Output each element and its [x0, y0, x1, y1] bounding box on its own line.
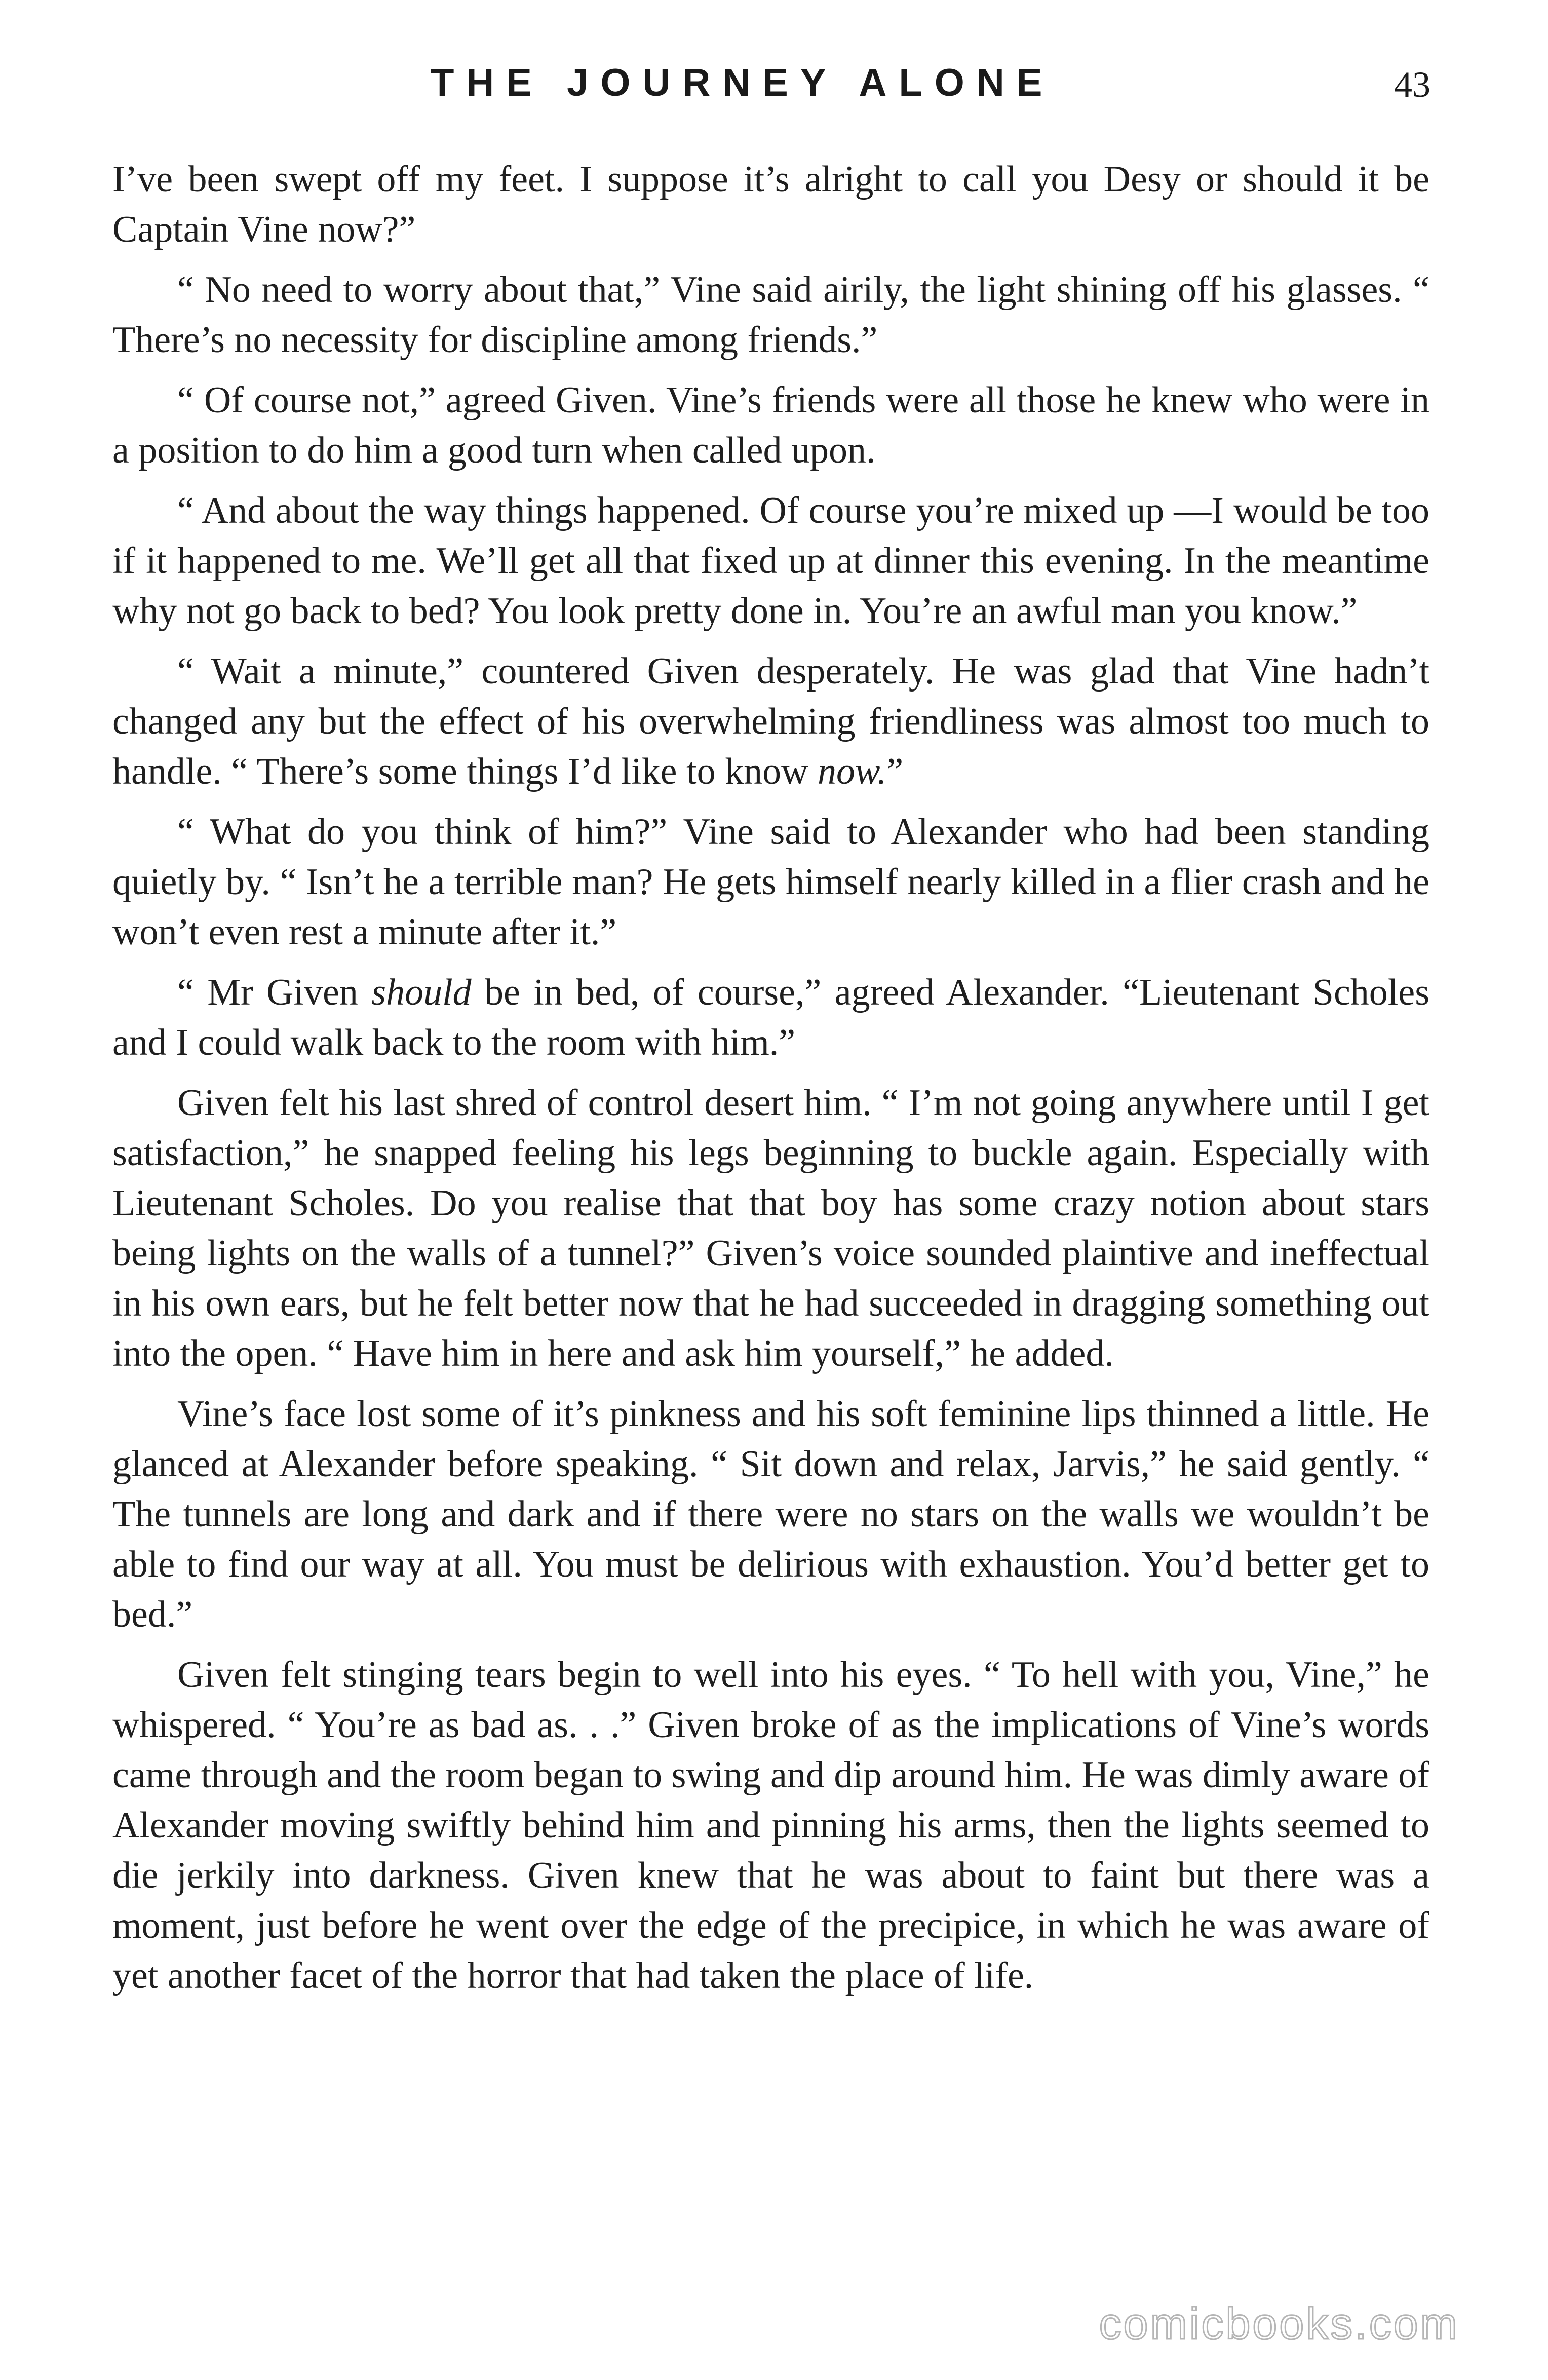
body-paragraph	[112, 155, 1429, 255]
text-run: “ No need to worry about that,” Vine said airily, the light shining off his glasses. “ There’s no necessity for discipline among friends.”	[112, 269, 1429, 361]
italic-emphasis: now.	[818, 751, 887, 792]
running-head	[0, 61, 1548, 122]
text-run: “ Wait a minute,” countered Given desperately. He was glad that Vine hadn’t changed any but the effect of his overwhelming friendliness was almost too much to handle. “ There’s some things I’d like to know	[112, 650, 1429, 792]
body-text	[112, 155, 1429, 2011]
text-run: ”	[886, 751, 904, 792]
text-run: Given felt stinging tears begin to well into his eyes. “ To hell with you, Vine,” he whispered. “ You’re as bad as. . .” Given broke of as the implications of Vine’s words came through and the room began to swing and dip around him. He was dimly aware of Alexander moving swiftly behind him and pinning his arms, then the lights seemed to die jerkily into darkness. Given knew that he was about to faint but there was a moment, just before he went over the edge of the precipice, in which he was aware of yet another facet of the horror that had taken the place of life.	[112, 1654, 1429, 1997]
body-paragraph	[112, 265, 1429, 365]
text-run: I’ve been swept off my feet. I suppose it’s alright to call you Desy or should it be Captain Vine now?”	[112, 159, 1429, 250]
text-run: Vine’s face lost some of it’s pinkness and his soft feminine lips thinned a little. He glanced at Alexander before speaking. “ Sit down and relax, Jarvis,” he said gently. “ The tunnels are long and dark and if there were no stars on the walls we wouldn’t be able to find our way at all. You must be delirious with exhaustion. You’d better get to bed.”	[112, 1393, 1429, 1635]
body-paragraph	[112, 1650, 1429, 2001]
text-run: “ And about the way things happened. Of course you’re mixed up —I would be too if it happened to me. We’ll get all that fixed up at dinner this evening. In the meantime why not go back to bed? You look pretty done in. You’re an awful man you know.”	[112, 490, 1429, 632]
body-paragraph	[112, 807, 1429, 957]
body-paragraph	[112, 486, 1429, 636]
body-paragraph	[112, 1389, 1429, 1640]
text-run: Given felt his last shred of control desert him. “ I’m not going anywhere until I get satisfaction,” he snapped feeling his legs beginning to buckle again. Especially with Lieutenant Scholes. Do you realise that that boy has some crazy notion about stars being lights on the walls of a tunnel?” Given’s voice sounded plaintive and ineffectual in his own ears, but he felt better now that he had succeeded in dragging something out into the open. “ Have him in here and ask him yourself,” he added.	[112, 1082, 1429, 1374]
italic-emphasis: should	[371, 972, 472, 1013]
body-paragraph	[112, 1078, 1429, 1379]
text-run: “ Of course not,” agreed Given. Vine’s friends were all those he knew who were in a position to do him a good turn when called upon.	[112, 379, 1429, 471]
body-paragraph	[112, 375, 1429, 476]
text-run: be in bed, of course,” agreed Alexander. “Lieutenant Scholes and I could walk back to the room with him.”	[112, 972, 1430, 1063]
text-run: “ What do you think of him?” Vine said to Alexander who had been standing quietly by. “ Isn’t he a terrible man? He gets himself nearly killed in a flier crash and he won’t even rest a minute after it.”	[112, 811, 1429, 953]
text-run: “ Mr Given	[177, 972, 372, 1013]
watermark-logo: comicbooks.com	[1099, 2298, 1459, 2349]
body-paragraph	[112, 646, 1429, 797]
page-number: 43	[1394, 64, 1430, 105]
running-title: THE JOURNEY ALONE	[431, 61, 1055, 104]
body-paragraph	[112, 968, 1429, 1068]
